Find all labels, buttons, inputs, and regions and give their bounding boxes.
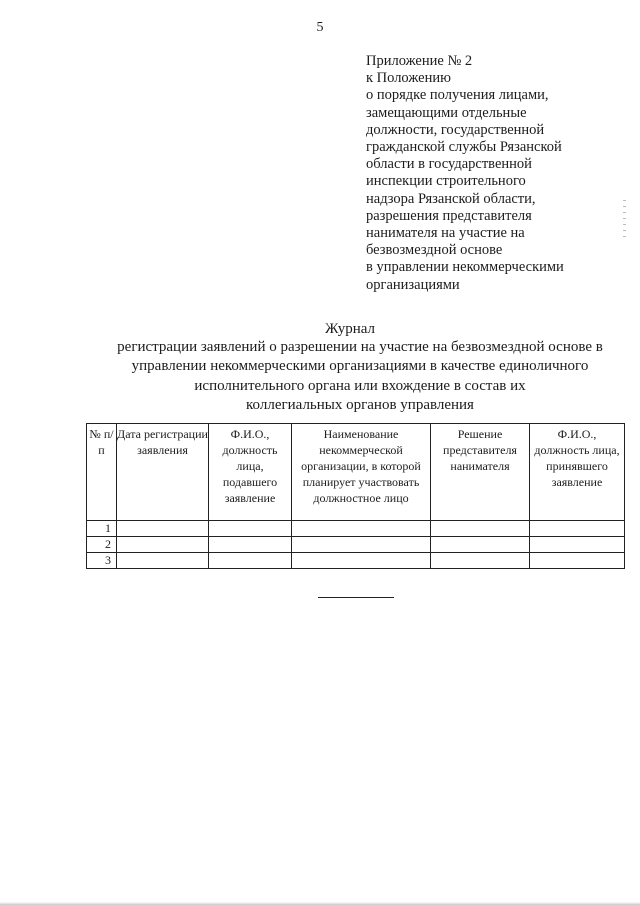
table-cell	[209, 553, 292, 569]
table-cell	[431, 537, 530, 553]
header-receiver: Ф.И.О., должность лица, принявшего заявление	[530, 424, 625, 521]
scan-artifact	[623, 200, 626, 240]
table-cell	[530, 521, 625, 537]
header-registration-date: Дата регистрации заявления	[117, 424, 209, 521]
appendix-line: нанимателя на участие на	[366, 225, 525, 242]
appendix-line: замещающими отдельные	[366, 104, 527, 121]
journal-subtitle-line: регистрации заявлений о разрешении на участие на безвозмездной основе в	[117, 339, 603, 355]
appendix-line: организациями	[366, 276, 460, 293]
appendix-line: разрешения представителя	[366, 207, 532, 224]
appendix-line: в управлении некоммерческими	[366, 259, 564, 276]
table-cell-number: 3	[87, 553, 117, 569]
header-decision: Решение представителя нанимателя	[431, 424, 530, 521]
table-cell-number: 2	[87, 537, 117, 553]
appendix-line: должности, государственной	[366, 121, 545, 138]
appendix-line: безвозмездной основе	[366, 242, 503, 259]
table-cell	[530, 537, 625, 553]
register-table	[86, 423, 625, 569]
header-number: № п/п	[87, 424, 117, 521]
journal-title: Журнал	[324, 321, 375, 337]
table-cell	[292, 537, 431, 553]
appendix-line: инспекции строительного	[366, 173, 526, 190]
table-cell	[292, 521, 431, 537]
table-row	[87, 537, 625, 553]
table-cell	[209, 537, 292, 553]
appendix-heading	[366, 53, 616, 294]
table-cell	[431, 553, 530, 569]
appendix-line: о порядке получения лицами,	[366, 87, 549, 104]
table-cell-number: 1	[87, 521, 117, 537]
table-cell	[431, 521, 530, 537]
header-applicant: Ф.И.О., должность лица, подавшего заявление	[209, 424, 292, 521]
table-cell	[209, 521, 292, 537]
table-row	[87, 553, 625, 569]
appendix-line: области в государственной	[366, 156, 532, 173]
journal-subtitle	[70, 338, 640, 415]
table-cell	[292, 553, 431, 569]
journal-subtitle-line: коллегиальных органов управления	[246, 396, 474, 413]
table-cell	[117, 537, 209, 553]
journal-subtitle-line: исполнительного органа или вхождение в состав их	[194, 377, 526, 394]
header-organization: Наименование некоммерческой организации, в которой планирует участвовать должностное лицо	[292, 424, 431, 521]
appendix-line: Приложение № 2	[366, 53, 473, 69]
table-row	[87, 521, 625, 537]
table-cell	[117, 553, 209, 569]
table-header-row	[87, 424, 625, 521]
table-cell	[530, 553, 625, 569]
page-number: 5	[316, 20, 324, 35]
end-separator-line	[318, 597, 394, 598]
appendix-line: гражданской службы Рязанской	[366, 139, 562, 156]
appendix-line: к Положению	[366, 70, 451, 87]
appendix-line: надзора Рязанской области,	[366, 190, 536, 207]
table-cell	[117, 521, 209, 537]
journal-subtitle-line: управлении некоммерческими организациями в качестве единоличного	[131, 358, 589, 375]
